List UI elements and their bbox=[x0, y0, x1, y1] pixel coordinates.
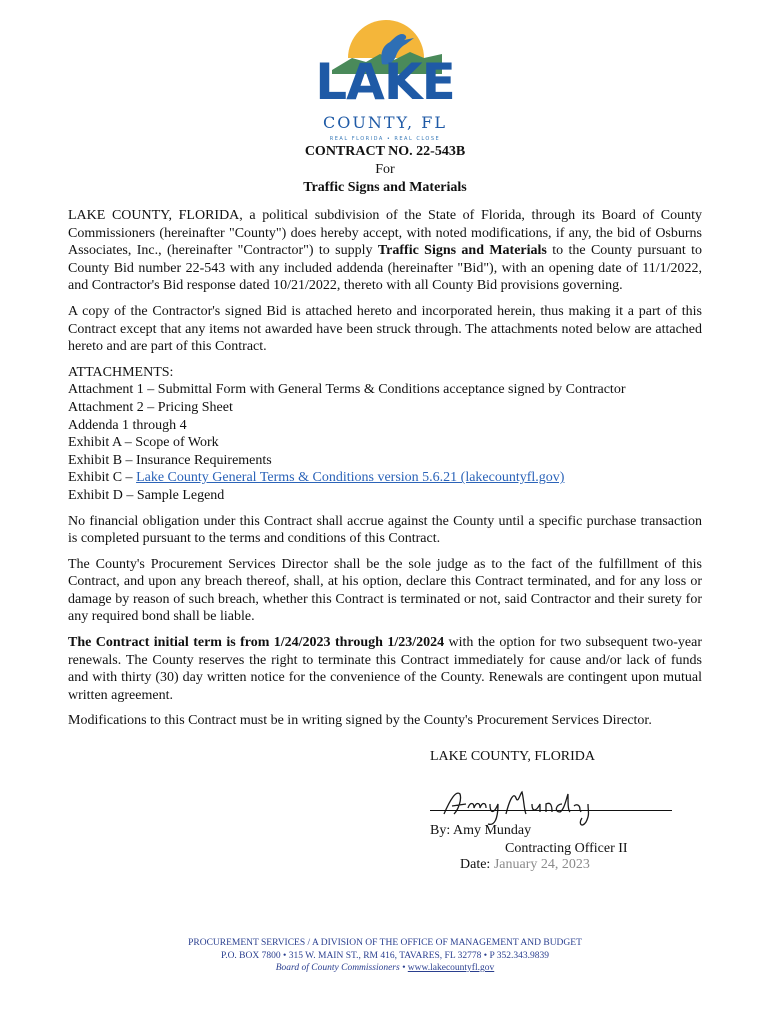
contract-term-text: with the option for two subsequent two-year renewals. The County reserves the right to terminate this Contract immediately for cause and/or lack of funds and with thirty (30) day written notice for the convenience of the County. Renewals are contingent upon mutual written agreement. bbox=[68, 635, 702, 703]
date-label: Date: bbox=[460, 857, 494, 872]
signer-title: Contracting Officer II bbox=[505, 841, 628, 856]
paragraph-modifications: Modifications to this Contract must be in writing signed by the County's Procurement Services Director. bbox=[68, 713, 652, 729]
attachment-item-exhibit-c bbox=[68, 469, 702, 487]
paragraph-parties-text-a: LAKE COUNTY, FLORIDA, a political subdivision of the State of Florida, through its Board of County Commissioners (hereinafter "County") does hereby accept, with noted modifications, if any, the bid of Osburns Associates, Inc., (hereinafter "Contractor") to supply bbox=[68, 208, 702, 259]
contract-subject: Traffic Signs and Materials bbox=[303, 180, 467, 195]
paragraph-bid-copy: A copy of the Contractor's signed Bid is attached hereto and incorporated herein, thus making it a part of this Contract except that any items not awarded have been struck through. The attachments noted below are attached hereto and are part of this Contract. bbox=[68, 303, 702, 355]
signature-line bbox=[430, 810, 672, 811]
attachment-item: Exhibit D – Sample Legend bbox=[68, 487, 225, 503]
terms-conditions-link[interactable]: Lake County General Terms & Conditions version 5.6.21 (lakecountyfl.gov) bbox=[136, 470, 565, 486]
lake-county-logo bbox=[312, 20, 458, 142]
county-website-link[interactable]: www.lakecountyfl.gov bbox=[407, 963, 495, 973]
footer-board-text: Board of County Commissioners • bbox=[275, 963, 408, 973]
handwritten-signature bbox=[440, 780, 590, 828]
contract-number: CONTRACT NO. 22-543B bbox=[304, 144, 466, 159]
attachment-item: Addenda 1 through 4 bbox=[68, 417, 187, 433]
contract-term-bold: The Contract initial term is from 1/24/2023 through 1/23/2024 bbox=[68, 635, 445, 651]
contract-header bbox=[0, 143, 770, 197]
attachment-item: Attachment 1 – Submittal Form with General Terms & Conditions acceptance signed by Contractor bbox=[68, 382, 626, 398]
signing-entity: LAKE COUNTY, FLORIDA bbox=[430, 749, 596, 764]
exhibit-c-prefix: Exhibit C – bbox=[68, 470, 137, 486]
footer-division: PROCUREMENT SERVICES / A DIVISION OF THE OFFICE OF MANAGEMENT AND BUDGET bbox=[188, 938, 582, 948]
signer-name: By: Amy Munday bbox=[430, 823, 532, 838]
logo-wordmark: LAKE bbox=[315, 53, 455, 111]
logo-tagline: REAL FLORIDA • REAL CLOSE bbox=[329, 136, 441, 142]
attachment-item: Exhibit A – Scope of Work bbox=[68, 435, 219, 451]
logo-county: COUNTY, FL bbox=[323, 113, 447, 132]
attachment-item: Attachment 2 – Pricing Sheet bbox=[68, 399, 233, 415]
header-for: For bbox=[375, 162, 395, 177]
attachments-heading: ATTACHMENTS: bbox=[68, 364, 174, 380]
attachment-item: Exhibit B – Insurance Requirements bbox=[68, 452, 272, 468]
footer-board bbox=[0, 962, 770, 975]
paragraph-contract-term bbox=[68, 634, 702, 704]
paragraph-procurement-judge: The County's Procurement Services Director shall be the sole judge as to the fact of the fulfillment of this Contract, and upon any breach thereof, shall, at his option, declare this Contract terminated, and for any loss or damage by reason of such breach, whether this Contract is terminated or not, said Contractor and their surety for any required bond shall be liable. bbox=[68, 556, 702, 625]
paragraph-financial-obligation: No financial obligation under this Contract shall accrue against the County until a specific purchase transaction is completed pursuant to the terms and conditions of this Contract. bbox=[68, 513, 702, 547]
page-footer bbox=[0, 937, 770, 975]
footer-address: P.O. BOX 7800 • 315 W. MAIN ST., RM 416, TAVARES, FL 32778 • P 352.343.9839 bbox=[220, 950, 550, 961]
contract-body bbox=[68, 207, 702, 738]
date-value: January 24, 2023 bbox=[493, 857, 590, 872]
paragraph-parties-text-b: to the County pursuant to County Bid number 22-543 with any included addenda (hereinafter "Bid"), with an opening date of 11/1/2022, and Contractor's Bid response dated 10/21/2022, thereto with all County Bid provisions governing. bbox=[68, 243, 702, 294]
attachments-list bbox=[68, 364, 702, 505]
paragraph-parties-bold: Traffic Signs and Materials bbox=[377, 243, 547, 259]
paragraph-parties bbox=[68, 207, 702, 295]
signature-date bbox=[460, 856, 590, 874]
